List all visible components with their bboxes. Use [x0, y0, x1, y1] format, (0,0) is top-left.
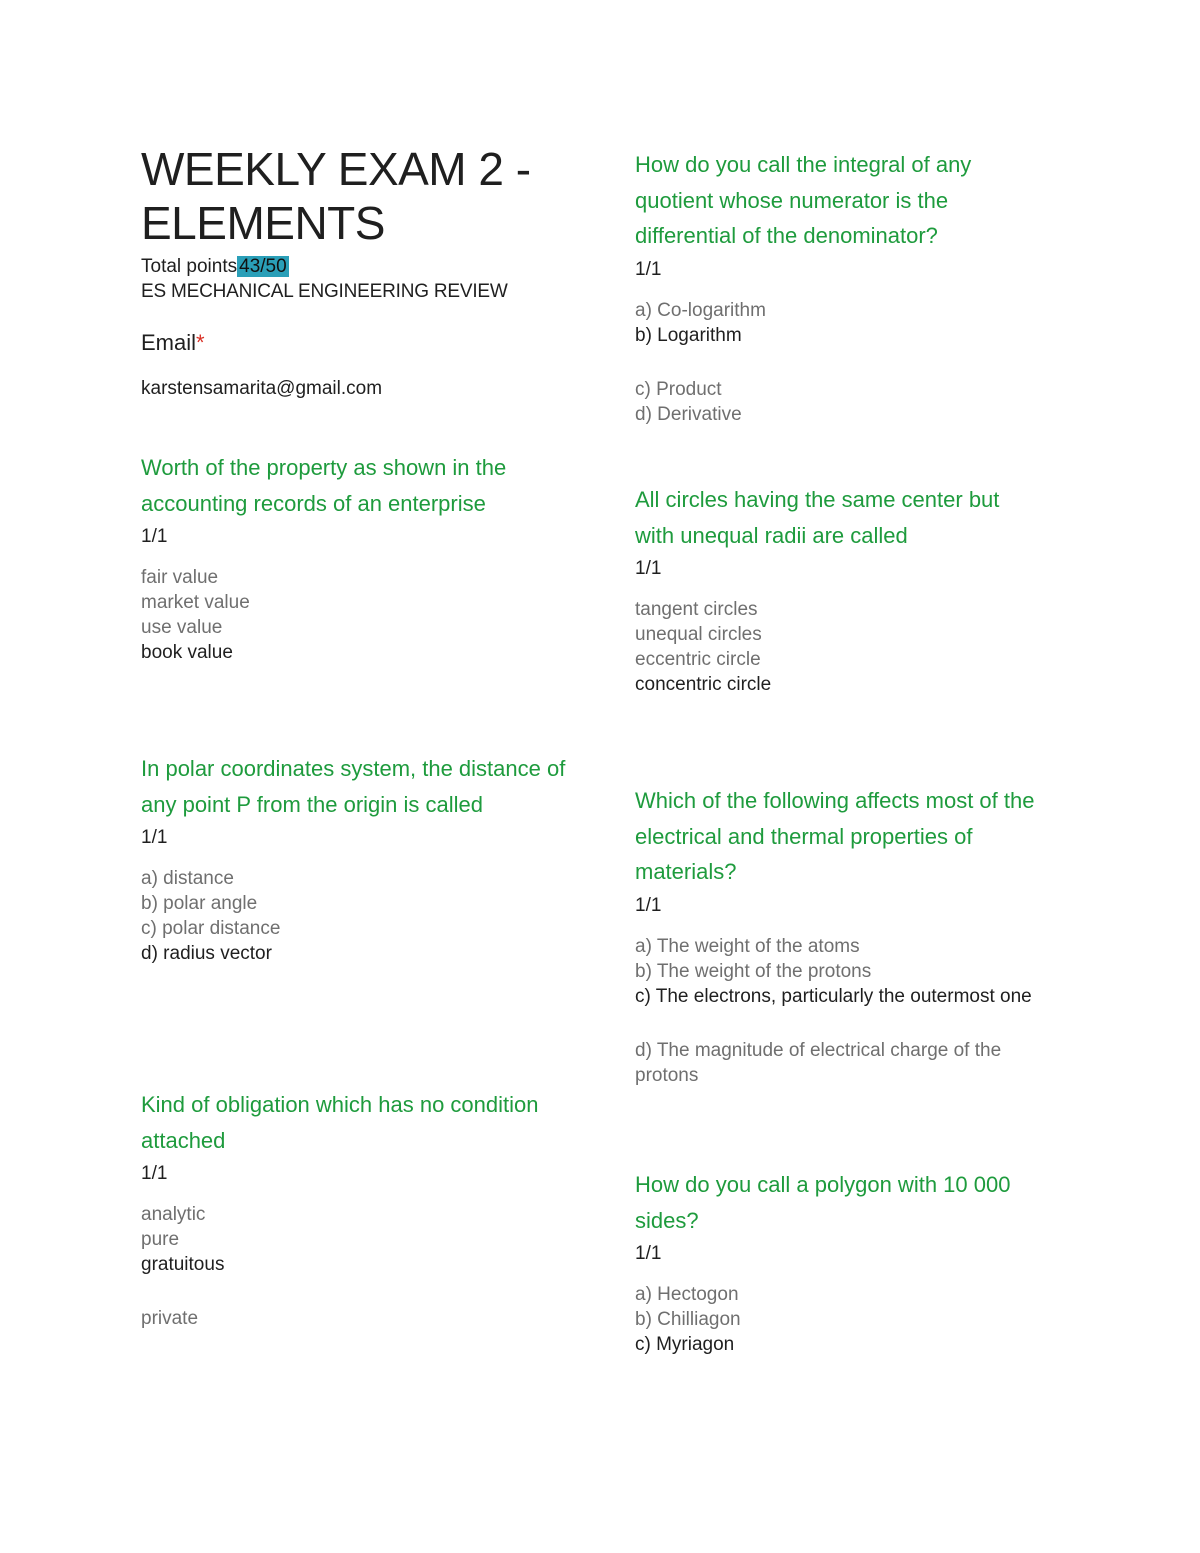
answer-option[interactable]: tangent circles	[635, 599, 758, 620]
question-score: 1/1	[141, 827, 168, 848]
required-marker: *	[196, 330, 205, 355]
answer-options	[141, 1202, 541, 1331]
answer-options	[635, 597, 1035, 697]
question-card	[635, 482, 1035, 697]
page-title: WEEKLY EXAM 2 - ELEMENTS	[141, 143, 531, 249]
question-text: Kind of obligation which has no condition attached	[141, 1092, 539, 1153]
total-points	[141, 255, 289, 279]
answer-option[interactable]: fair value	[141, 567, 219, 588]
answer-option-selected[interactable]: concentric circle	[635, 674, 772, 695]
answer-option[interactable]: pure	[141, 1229, 180, 1250]
answer-option[interactable]: b) The weight of the protons	[635, 960, 872, 982]
question-card	[635, 1167, 1055, 1357]
answer-option[interactable]: b) Chilliagon	[635, 1309, 741, 1330]
answer-option[interactable]: analytic	[141, 1204, 206, 1225]
answer-option-selected[interactable]: c) Myriagon	[635, 1334, 735, 1355]
answer-option[interactable]: a) distance	[141, 868, 234, 889]
question-score: 1/1	[635, 1243, 662, 1264]
answer-option[interactable]: a) Hectogon	[635, 1284, 739, 1305]
question-score: 1/1	[635, 558, 662, 579]
answer-option[interactable]: use value	[141, 617, 223, 638]
answer-option[interactable]: a) The weight of the atoms	[635, 935, 860, 957]
email-value: karstensamarita@gmail.com	[141, 378, 383, 399]
answer-option-selected[interactable]: b) Logarithm	[635, 324, 742, 346]
answer-option[interactable]: c) Product	[635, 378, 722, 400]
question-card	[141, 751, 571, 966]
answer-option[interactable]: d) The magnitude of electrical charge of the protons	[635, 1039, 1002, 1086]
answer-option[interactable]: eccentric circle	[635, 649, 761, 670]
answer-options	[141, 565, 561, 665]
answer-options	[635, 1282, 1055, 1357]
question-text: Which of the following affects most of the electrical and thermal properties of materials?	[635, 788, 1035, 884]
question-text: Worth of the property as shown in the accounting records of an enterprise	[141, 455, 507, 516]
answer-option[interactable]: private	[141, 1308, 199, 1329]
question-score: 1/1	[635, 258, 662, 280]
answer-option[interactable]: d) Derivative	[635, 403, 742, 425]
email-label: Email*	[141, 330, 205, 355]
answer-option-selected[interactable]: book value	[141, 642, 233, 663]
question-text: How do you call a polygon with 10 000 sides?	[635, 1172, 1011, 1233]
question-score: 1/1	[141, 526, 168, 547]
question-text: How do you call the integral of any quotient whose numerator is the differential of the denominator?	[635, 152, 972, 248]
answer-option-selected[interactable]: c) The electrons, particularly the outermost one	[635, 985, 1032, 1007]
question-card	[141, 1087, 541, 1331]
answer-options	[141, 866, 571, 966]
answer-option[interactable]: unequal circles	[635, 624, 762, 645]
answer-option[interactable]: b) polar angle	[141, 893, 258, 914]
question-card	[635, 147, 1015, 427]
answer-options	[635, 298, 1015, 427]
answer-option[interactable]: c) polar distance	[141, 918, 281, 939]
answer-option-selected[interactable]: gratuitous	[141, 1254, 225, 1275]
answer-option[interactable]: market value	[141, 592, 250, 613]
answer-options	[635, 934, 1055, 1088]
answer-option[interactable]: a) Co-logarithm	[635, 299, 766, 321]
question-card	[141, 450, 561, 665]
question-card	[635, 783, 1055, 1088]
question-text: All circles having the same center but with unequal radii are called	[635, 487, 1000, 548]
form-subtitle: ES MECHANICAL ENGINEERING REVIEW	[141, 281, 508, 302]
question-text: In polar coordinates system, the distance of any point P from the origin is called	[141, 756, 566, 817]
question-score: 1/1	[141, 1163, 168, 1184]
question-score: 1/1	[635, 894, 662, 916]
total-points-label: Total points	[141, 256, 238, 277]
total-score-badge: 43/50	[239, 256, 287, 277]
answer-option-selected[interactable]: d) radius vector	[141, 943, 272, 964]
